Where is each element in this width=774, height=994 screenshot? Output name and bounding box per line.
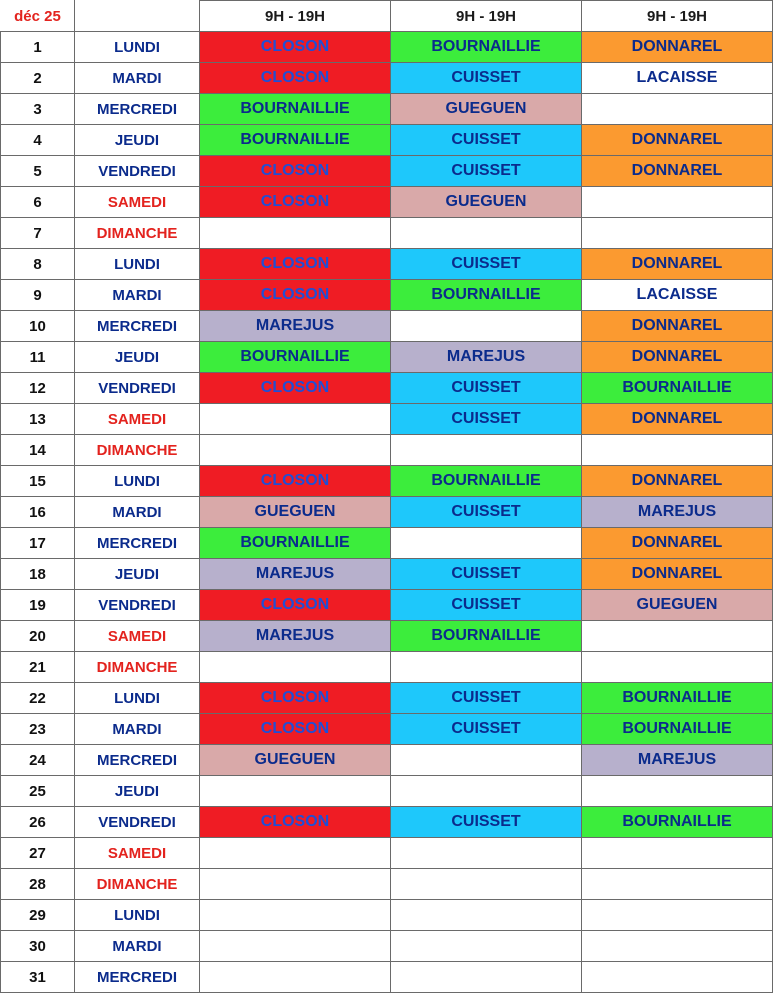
shift-cell: DONNAREL [582, 125, 773, 156]
shift-cell: CUISSET [391, 404, 582, 435]
weekday-label: MARDI [75, 280, 200, 311]
weekday-label: DIMANCHE [75, 218, 200, 249]
weekday-label: MARDI [75, 497, 200, 528]
shift-cell [200, 900, 391, 931]
weekday-label: VENDREDI [75, 807, 200, 838]
shift-cell: MAREJUS [582, 497, 773, 528]
weekday-label: JEUDI [75, 342, 200, 373]
shift-cell: CUISSET [391, 590, 582, 621]
day-number: 4 [1, 125, 75, 156]
schedule-body [1, 32, 773, 993]
shift-cell [391, 745, 582, 776]
shift-cell: BOURNAILLIE [200, 528, 391, 559]
shift-cell [391, 528, 582, 559]
shift-cell [391, 838, 582, 869]
shift-cell: CLOSON [200, 156, 391, 187]
day-number: 11 [1, 342, 75, 373]
table-row [1, 652, 773, 683]
shift-cell: BOURNAILLIE [391, 280, 582, 311]
day-number: 2 [1, 63, 75, 94]
day-number: 30 [1, 931, 75, 962]
day-number: 28 [1, 869, 75, 900]
shift-cell [391, 218, 582, 249]
table-row [1, 280, 773, 311]
table-row [1, 745, 773, 776]
shift-cell: DONNAREL [582, 404, 773, 435]
shift-cell: DONNAREL [582, 466, 773, 497]
shift-cell [582, 900, 773, 931]
day-number: 25 [1, 776, 75, 807]
table-row [1, 559, 773, 590]
shift-cell [582, 94, 773, 125]
day-number: 20 [1, 621, 75, 652]
table-row [1, 621, 773, 652]
table-row [1, 497, 773, 528]
shift-cell [391, 900, 582, 931]
weekday-label: VENDREDI [75, 373, 200, 404]
day-number: 16 [1, 497, 75, 528]
weekday-label: LUNDI [75, 249, 200, 280]
shift-cell: DONNAREL [582, 249, 773, 280]
shift-cell [582, 962, 773, 993]
shift-cell: CUISSET [391, 714, 582, 745]
day-number: 7 [1, 218, 75, 249]
shift-cell [200, 404, 391, 435]
shift-cell: LACAISSE [582, 280, 773, 311]
day-number: 29 [1, 900, 75, 931]
weekday-label: VENDREDI [75, 156, 200, 187]
table-row [1, 962, 773, 993]
shift-cell: CLOSON [200, 373, 391, 404]
shift-cell: DONNAREL [582, 156, 773, 187]
shift-cell: CUISSET [391, 156, 582, 187]
table-row [1, 125, 773, 156]
month-label: déc 25 [1, 1, 75, 32]
weekday-label: MERCREDI [75, 311, 200, 342]
table-row [1, 435, 773, 466]
header-row [1, 1, 773, 32]
shift-cell [200, 931, 391, 962]
table-row [1, 404, 773, 435]
day-number: 3 [1, 94, 75, 125]
shift-cell: BOURNAILLIE [582, 683, 773, 714]
shift-cell [391, 652, 582, 683]
shift-cell: DONNAREL [582, 32, 773, 63]
table-row [1, 807, 773, 838]
shift-cell: DONNAREL [582, 342, 773, 373]
table-row [1, 466, 773, 497]
weekday-label: MARDI [75, 63, 200, 94]
shift-cell [200, 652, 391, 683]
shift-cell: GUEGUEN [200, 497, 391, 528]
shift-cell [200, 962, 391, 993]
weekday-label: JEUDI [75, 125, 200, 156]
shift-cell [582, 621, 773, 652]
weekday-label: MERCREDI [75, 94, 200, 125]
shift-cell: CUISSET [391, 373, 582, 404]
shift-cell [582, 931, 773, 962]
shift-cell: LACAISSE [582, 63, 773, 94]
day-number: 31 [1, 962, 75, 993]
day-number: 23 [1, 714, 75, 745]
weekday-label: MARDI [75, 931, 200, 962]
shift-cell [391, 931, 582, 962]
shift-cell [200, 869, 391, 900]
table-row [1, 373, 773, 404]
shift-cell: DONNAREL [582, 559, 773, 590]
day-number: 14 [1, 435, 75, 466]
shift-cell [200, 776, 391, 807]
table-row [1, 683, 773, 714]
table-row [1, 249, 773, 280]
shift-cell: MAREJUS [582, 745, 773, 776]
weekday-label: LUNDI [75, 900, 200, 931]
shift-cell: CUISSET [391, 683, 582, 714]
shift-cell [391, 869, 582, 900]
table-row [1, 838, 773, 869]
table-row [1, 187, 773, 218]
shift-cell: CUISSET [391, 559, 582, 590]
shift-cell: CLOSON [200, 32, 391, 63]
table-row [1, 94, 773, 125]
slot-header-2: 9H - 19H [391, 1, 582, 32]
shift-cell: BOURNAILLIE [582, 807, 773, 838]
day-number: 19 [1, 590, 75, 621]
shift-cell [200, 218, 391, 249]
table-row [1, 342, 773, 373]
shift-cell [582, 435, 773, 466]
day-number: 27 [1, 838, 75, 869]
shift-cell: BOURNAILLIE [391, 621, 582, 652]
shift-cell [200, 435, 391, 466]
shift-cell: CLOSON [200, 807, 391, 838]
weekday-label: LUNDI [75, 466, 200, 497]
shift-cell [582, 652, 773, 683]
shift-cell [582, 869, 773, 900]
weekday-label: MERCREDI [75, 745, 200, 776]
day-number: 26 [1, 807, 75, 838]
weekday-label: DIMANCHE [75, 435, 200, 466]
table-row [1, 156, 773, 187]
table-row [1, 63, 773, 94]
weekday-label: JEUDI [75, 776, 200, 807]
shift-cell: BOURNAILLIE [200, 125, 391, 156]
shift-cell: BOURNAILLIE [200, 342, 391, 373]
shift-cell [582, 218, 773, 249]
table-row [1, 900, 773, 931]
weekday-label: LUNDI [75, 683, 200, 714]
shift-cell: CLOSON [200, 590, 391, 621]
shift-cell: BOURNAILLIE [391, 32, 582, 63]
shift-cell: CLOSON [200, 683, 391, 714]
shift-cell [582, 187, 773, 218]
shift-cell: CUISSET [391, 63, 582, 94]
shift-cell [582, 838, 773, 869]
table-row [1, 311, 773, 342]
day-number: 12 [1, 373, 75, 404]
day-number: 8 [1, 249, 75, 280]
weekday-label: DIMANCHE [75, 652, 200, 683]
day-number: 21 [1, 652, 75, 683]
day-number: 24 [1, 745, 75, 776]
slot-header-3: 9H - 19H [582, 1, 773, 32]
shift-cell: CLOSON [200, 280, 391, 311]
table-row [1, 218, 773, 249]
day-number: 17 [1, 528, 75, 559]
day-number: 5 [1, 156, 75, 187]
day-number: 15 [1, 466, 75, 497]
weekday-label: MERCREDI [75, 528, 200, 559]
table-row [1, 714, 773, 745]
day-number: 6 [1, 187, 75, 218]
weekday-label: LUNDI [75, 32, 200, 63]
shift-cell [391, 776, 582, 807]
table-row [1, 931, 773, 962]
shift-cell: CUISSET [391, 249, 582, 280]
weekday-label: VENDREDI [75, 590, 200, 621]
weekday-label: SAMEDI [75, 187, 200, 218]
shift-cell: BOURNAILLIE [582, 373, 773, 404]
weekday-label: SAMEDI [75, 404, 200, 435]
table-row [1, 869, 773, 900]
slot-header-1: 9H - 19H [200, 1, 391, 32]
shift-cell: CUISSET [391, 807, 582, 838]
shift-cell: DONNAREL [582, 311, 773, 342]
shift-cell: DONNAREL [582, 528, 773, 559]
shift-cell: CLOSON [200, 63, 391, 94]
shift-cell: GUEGUEN [582, 590, 773, 621]
shift-cell: GUEGUEN [391, 94, 582, 125]
shift-cell [582, 776, 773, 807]
table-row [1, 776, 773, 807]
day-number: 13 [1, 404, 75, 435]
shift-cell: CUISSET [391, 497, 582, 528]
weekday-label: SAMEDI [75, 621, 200, 652]
table-row [1, 32, 773, 63]
shift-cell [200, 838, 391, 869]
shift-cell: BOURNAILLIE [391, 466, 582, 497]
weekday-label: DIMANCHE [75, 869, 200, 900]
shift-cell: MAREJUS [200, 559, 391, 590]
weekday-label: JEUDI [75, 559, 200, 590]
shift-cell: CLOSON [200, 466, 391, 497]
table-row [1, 590, 773, 621]
weekday-label: MARDI [75, 714, 200, 745]
shift-cell: BOURNAILLIE [582, 714, 773, 745]
day-number: 22 [1, 683, 75, 714]
shift-cell: CLOSON [200, 714, 391, 745]
weekday-header [75, 1, 200, 32]
shift-cell: GUEGUEN [200, 745, 391, 776]
shift-cell [391, 311, 582, 342]
shift-cell: BOURNAILLIE [200, 94, 391, 125]
day-number: 18 [1, 559, 75, 590]
day-number: 9 [1, 280, 75, 311]
table-row [1, 528, 773, 559]
shift-cell: MAREJUS [200, 311, 391, 342]
shift-cell [391, 435, 582, 466]
shift-cell: MAREJUS [200, 621, 391, 652]
weekday-label: SAMEDI [75, 838, 200, 869]
shift-cell: CLOSON [200, 249, 391, 280]
shift-cell: GUEGUEN [391, 187, 582, 218]
shift-cell: MAREJUS [391, 342, 582, 373]
shift-cell [391, 962, 582, 993]
shift-cell: CLOSON [200, 187, 391, 218]
day-number: 10 [1, 311, 75, 342]
day-number: 1 [1, 32, 75, 63]
weekday-label: MERCREDI [75, 962, 200, 993]
shift-cell: CUISSET [391, 125, 582, 156]
